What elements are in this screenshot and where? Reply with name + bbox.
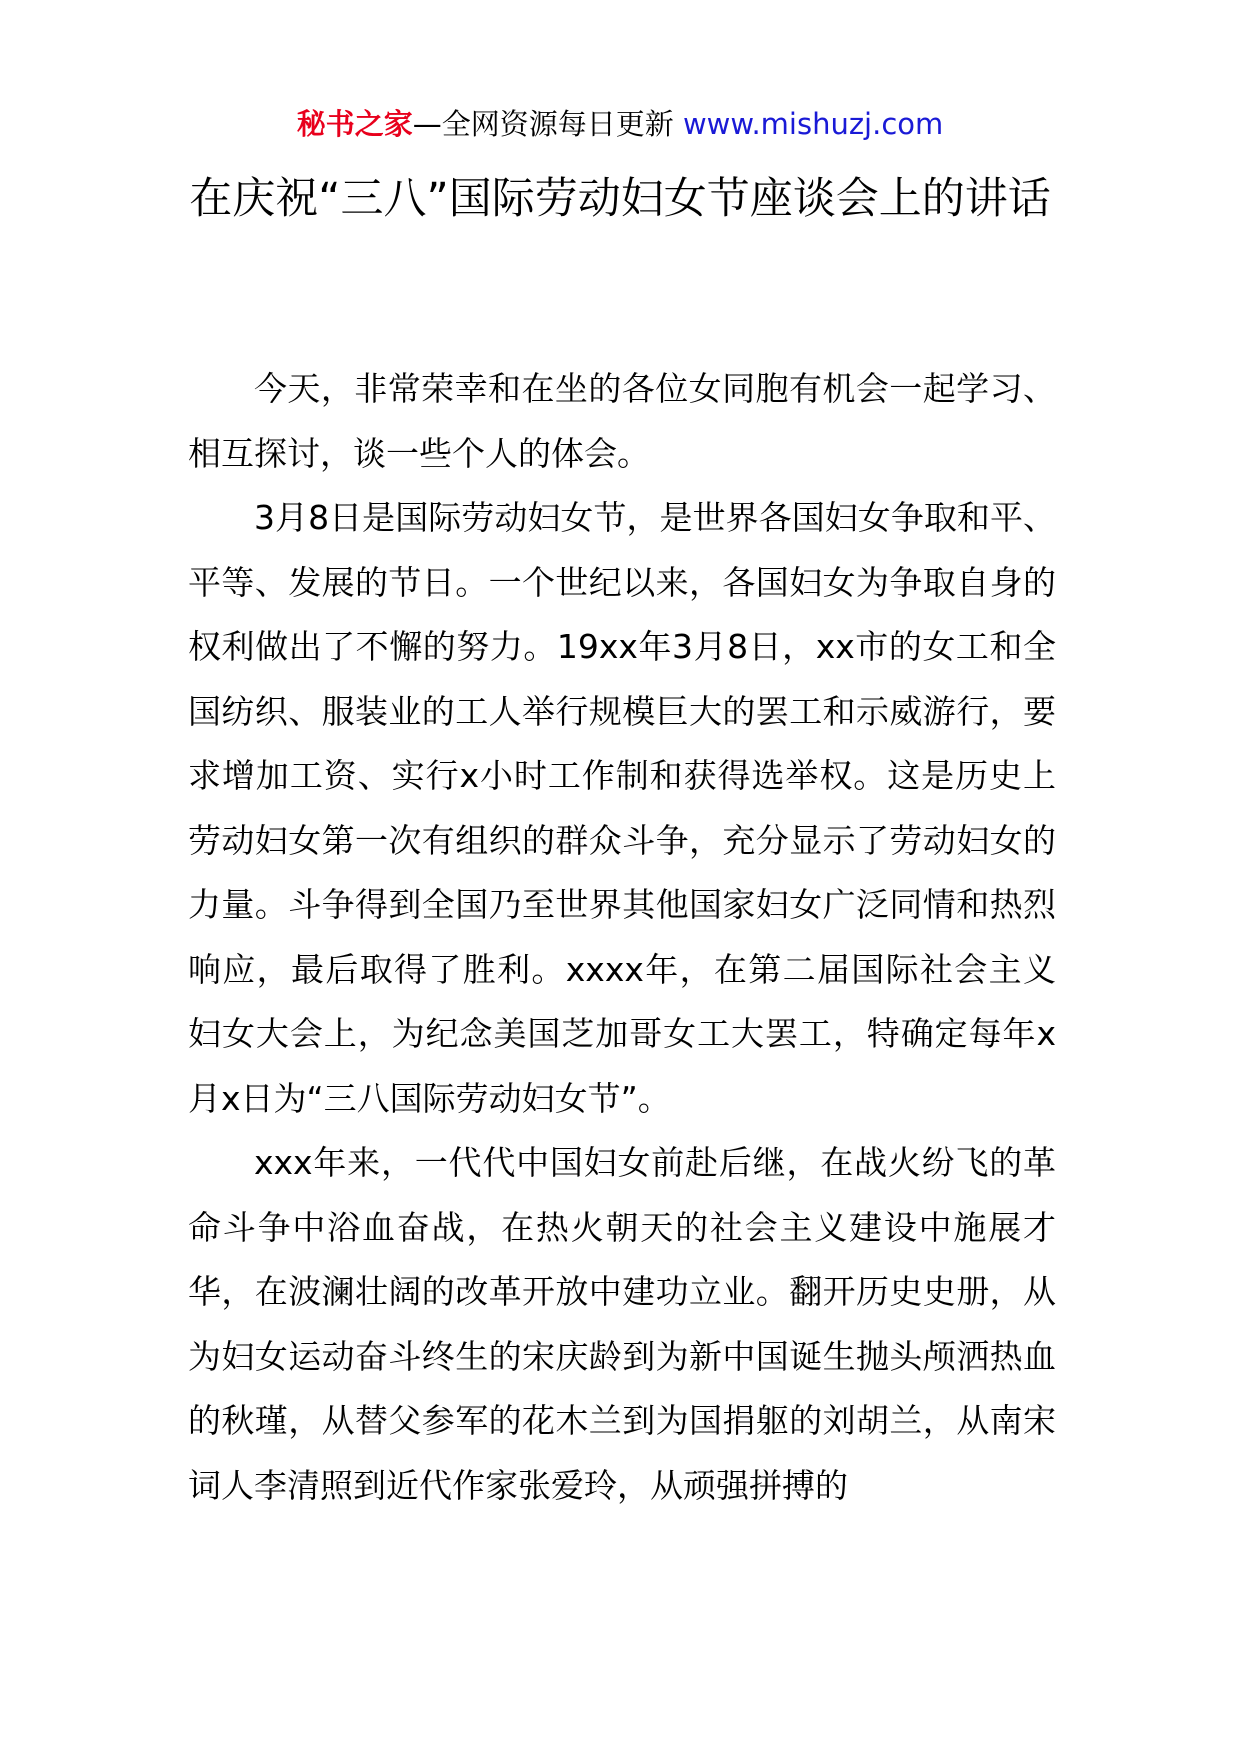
paragraph-2: 3月8日是国际劳动妇女节，是世界各国妇女争取和平、平等、发展的节日。一个世纪以来，各国妇女为争取自身的权利做出了不懈的努力。19xx年3月8日，xx市的女工和全国纺织、服装业的工人举行规模巨大的罢工和示威游行，要求增加工资、实行x小时工作制和获得选举权。这是历史上劳动妇女第一次有组织的群众斗争，充分显示了劳动妇女的力量。斗争得到全国乃至世界其他国家妇女广泛同情和热烈响应，最后取得了胜利。xxxx年，在第二届国际社会主义妇女大会上，为纪念美国芝加哥女工大罢工，特确定每年x月x日为“三八国际劳动妇女节”。 [188,498,1056,1118]
paragraph-1: 今天，非常荣幸和在坐的各位女同胞有机会一起学习、相互探讨，谈一些个人的体会。 [188,369,1056,473]
site-header [0,104,1240,144]
site-brand: 秘书之家 [296,107,413,141]
document-title: 在庆祝“三八”国际劳动妇女节座谈会上的讲话 [189,174,1051,224]
paragraph-3: xxx年来，一代代中国妇女前赴后继，在战火纷飞的革命斗争中浴血奋战，在热火朝天的社会主义建设中施展才华，在波澜壮阔的改革开放中建功立业。翻开历史史册，从为妇女运动奋斗终生的宋庆龄到为新中国诞生抛头颅洒热血的秋瑾，从替父参军的花木兰到为国捐躯的刘胡兰，从南宋词人李清照到近代作家张爱玲，从顽强拼搏的 [188,1143,1056,1505]
document-body [188,357,1056,1518]
site-tagline: —全网资源每日更新 [412,107,674,141]
site-url[interactable]: www.mishuzj.com [682,107,944,141]
